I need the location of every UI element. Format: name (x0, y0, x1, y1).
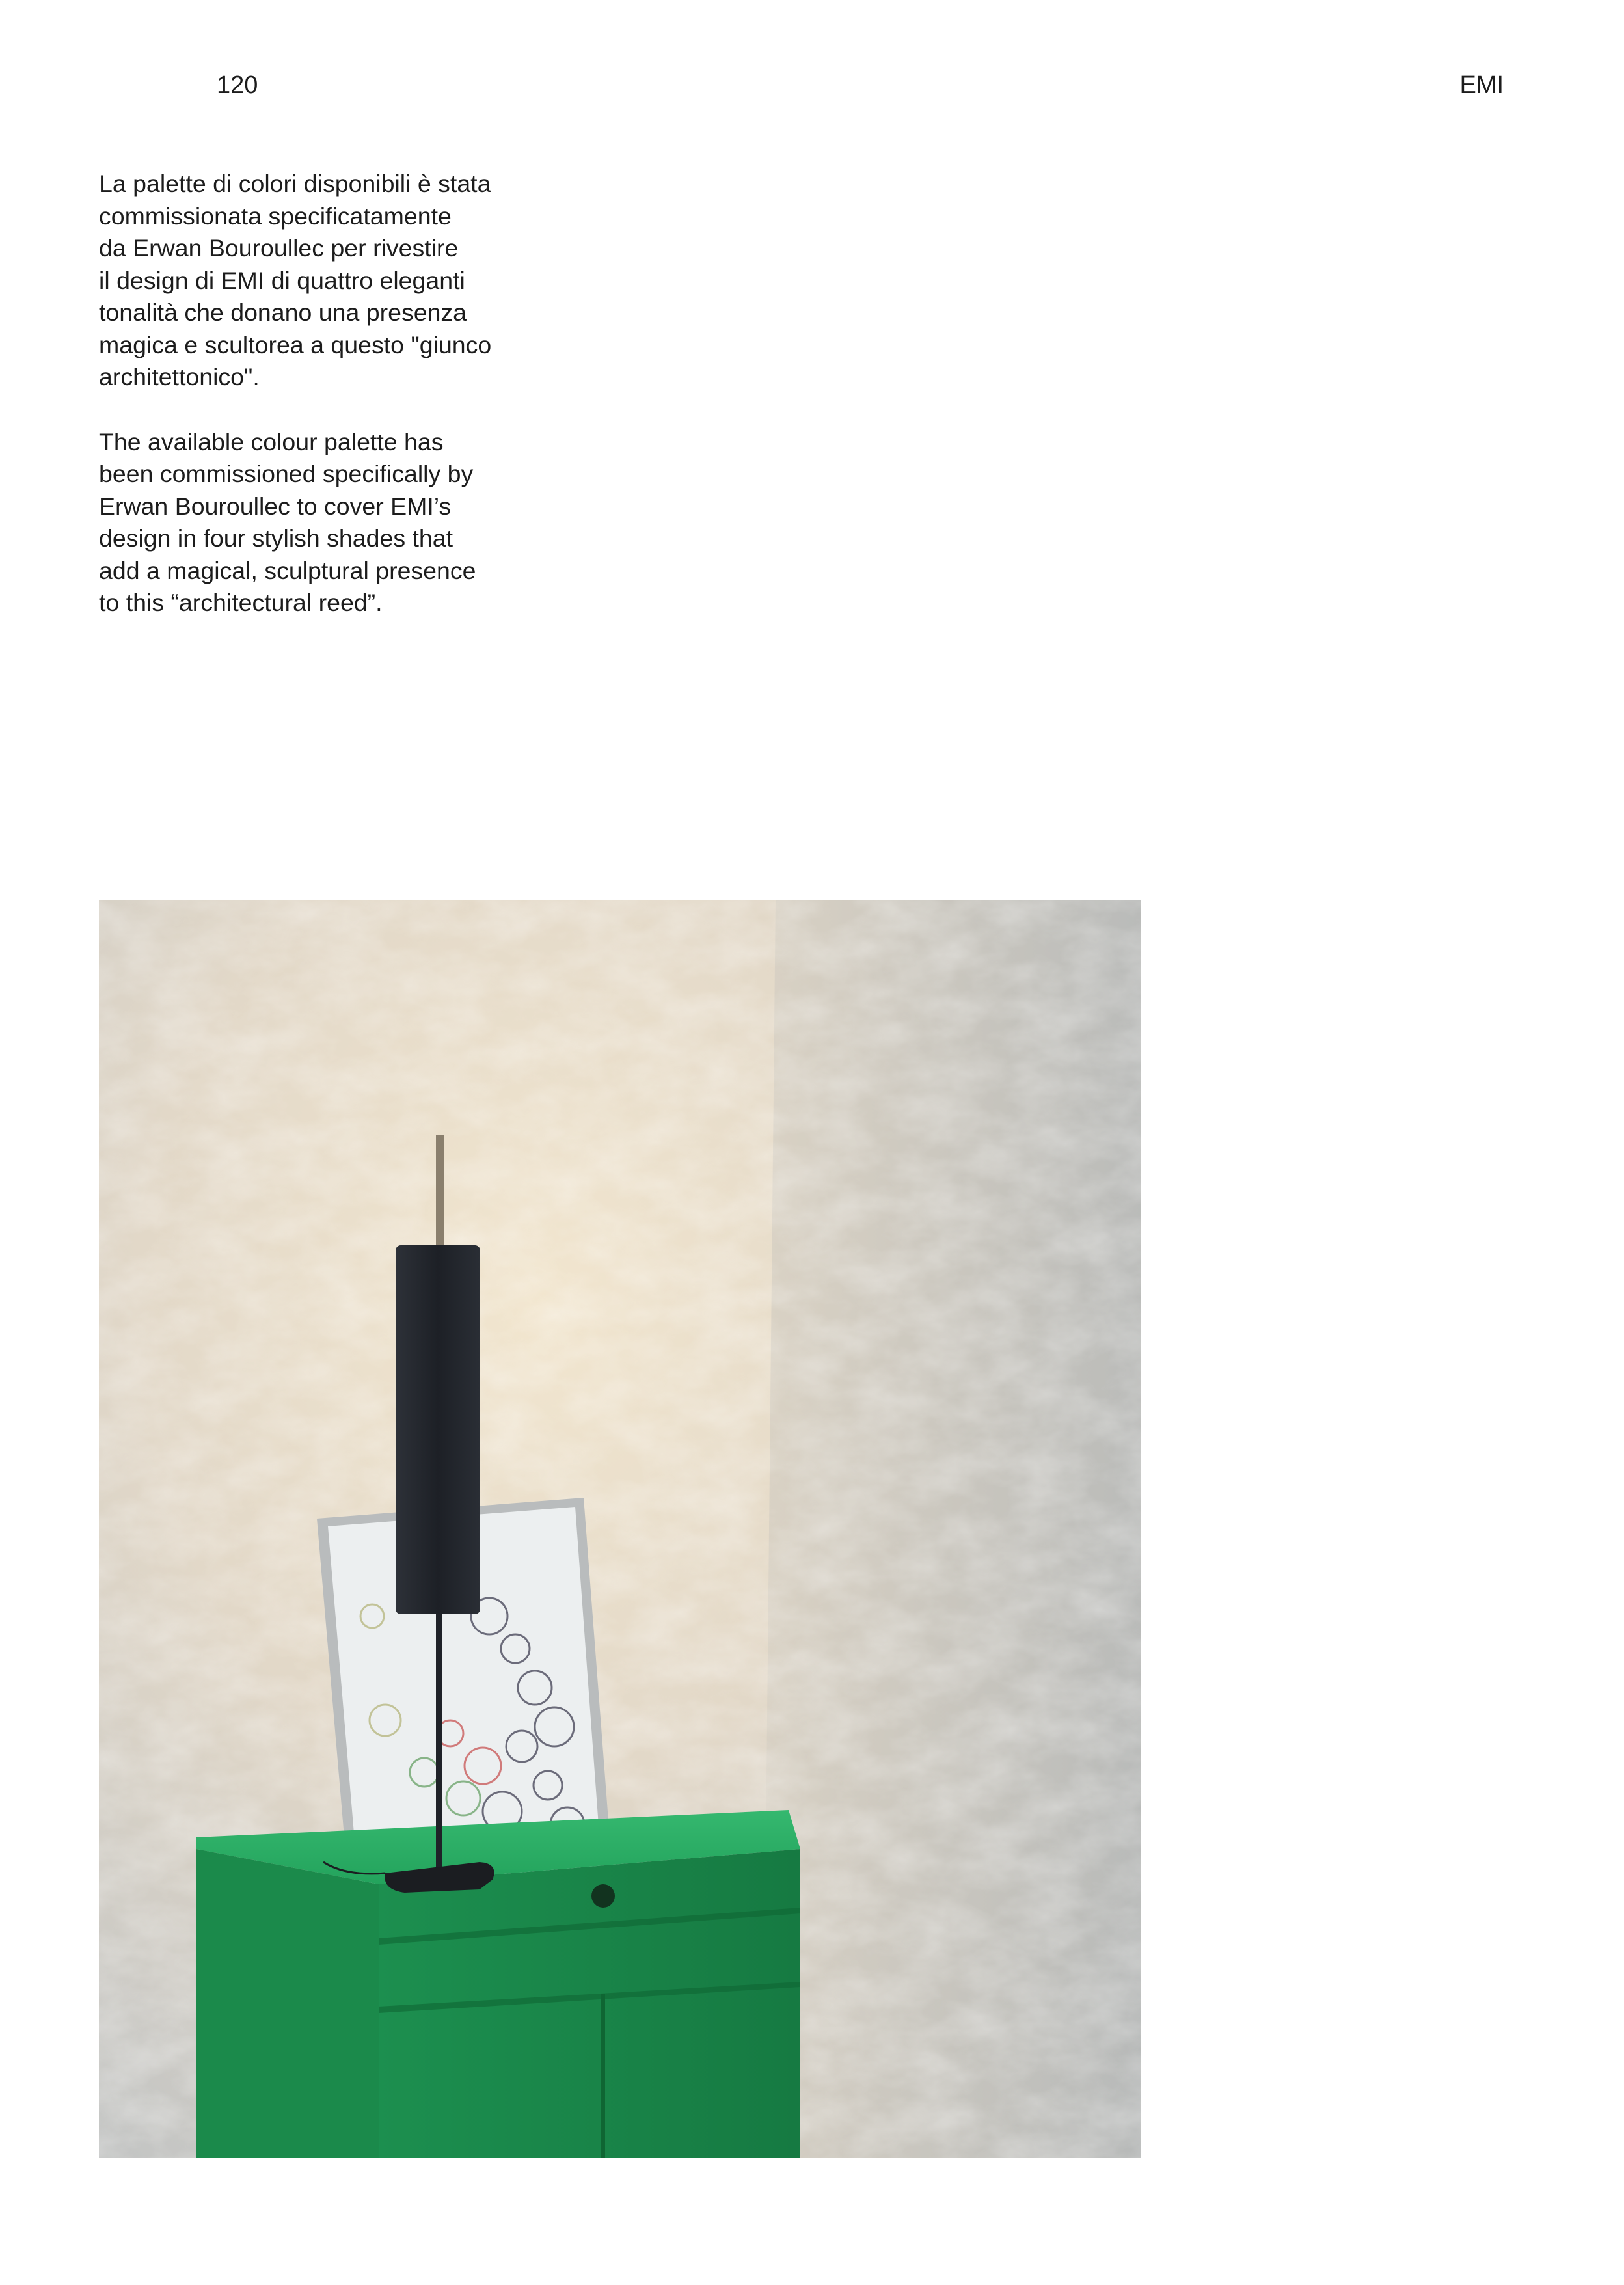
green-cabinet (196, 1810, 800, 2158)
english-line: Erwan Bouroullec to cover EMI’s (99, 492, 452, 520)
english-line: design in four stylish shades that (99, 524, 453, 552)
italian-line: commissionata specificatamente (99, 202, 452, 230)
english-line: to this “architectural reed”. (99, 589, 383, 616)
italian-line: La palette di colori disponibili è stata (99, 170, 491, 197)
italian-line: magica e scultorea a questo "giunco (99, 331, 492, 358)
italian-line: tonalità che donano una presenza (99, 299, 467, 326)
english-line: add a magical, sculptural presence (99, 556, 476, 584)
italian-line: da Erwan Bouroullec per rivestire (99, 234, 459, 262)
italian-paragraph (99, 168, 567, 394)
english-line: been commissioned specifically by (99, 460, 474, 487)
product-photo (99, 900, 1141, 2158)
page-number: 120 (217, 72, 258, 99)
running-title: EMI (1459, 72, 1504, 99)
italian-line: il design di EMI di quattro eleganti (99, 266, 465, 294)
text-column (99, 168, 567, 619)
english-paragraph (99, 426, 567, 619)
italian-line: architettonico". (99, 363, 260, 390)
product-photo-illustration (99, 900, 1141, 2158)
english-line: The available colour palette has (99, 427, 444, 455)
